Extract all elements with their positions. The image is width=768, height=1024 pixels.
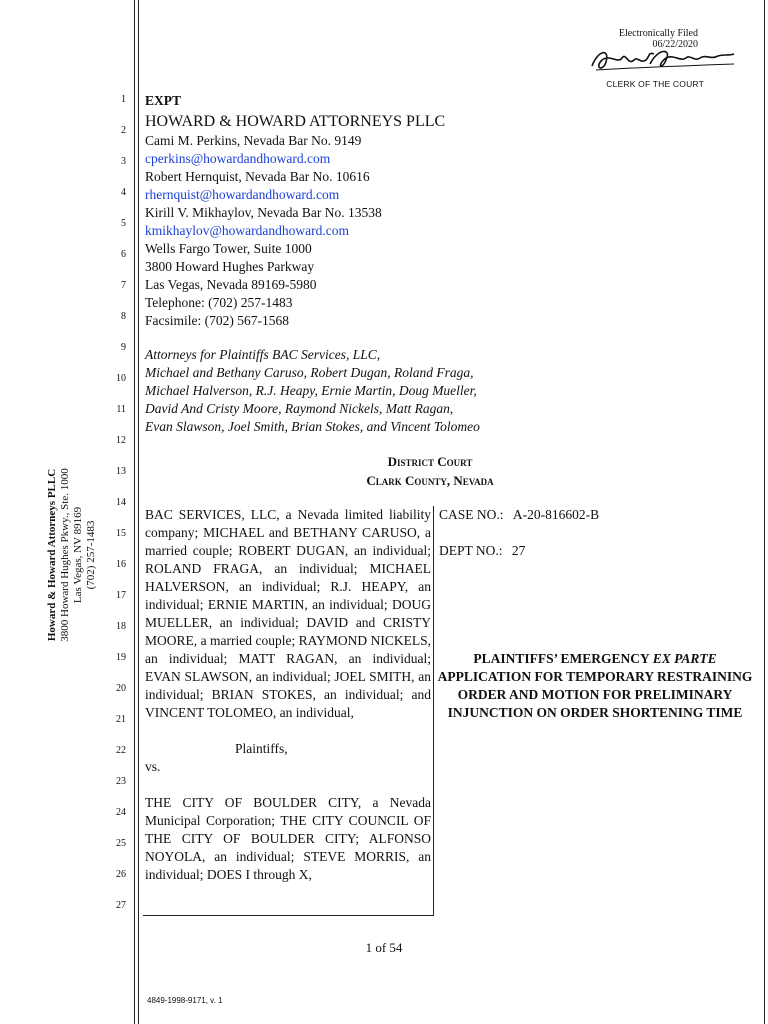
attorney-line: Robert Hernquist, Nevada Bar No. 10616 <box>145 169 370 184</box>
line-number: 2 <box>121 125 126 136</box>
motion-title-part-2: APPLICATION FOR TEMPORARY RESTRAINING ORDER AND MOTION FOR PRELIMINARY INJUNCTION ON ORDER SHORTENING TIME <box>437 669 753 720</box>
line-number: 3 <box>121 156 126 167</box>
clerk-signature-icon <box>588 44 738 78</box>
attorneys-for-line: Evan Slawson, Joel Smith, Brian Stokes, and Vincent Tolomeo <box>145 419 480 434</box>
line-number: 7 <box>121 280 126 291</box>
line-number: 16 <box>116 559 126 570</box>
telephone: Telephone: (702) 257-1483 <box>145 295 293 310</box>
line-number: 5 <box>121 218 126 229</box>
firm-name: HOWARD & HOWARD ATTORNEYS PLLC <box>145 113 446 130</box>
department-number <box>439 542 525 560</box>
right-margin-rule <box>764 0 765 1024</box>
sidebar-address-1: 3800 Howard Hughes Pkwy., Ste. 1000 <box>59 468 71 642</box>
left-margin-rule-inner <box>138 0 139 1024</box>
line-number: 18 <box>116 621 126 632</box>
sidebar-firm-name: Howard & Howard Attorneys PLLC <box>46 468 58 642</box>
motion-title-italic: EX PARTE <box>652 651 717 666</box>
motion-title-part-1: PLAINTIFFS’ EMERGENCY <box>473 651 650 666</box>
sidebar-address-2: Las Vegas, NV 89169 <box>72 506 84 604</box>
line-number: 20 <box>116 683 126 694</box>
case-caption-parties <box>145 506 431 884</box>
address-line: 3800 Howard Hughes Parkway <box>145 259 315 274</box>
line-number: 4 <box>121 187 126 198</box>
line-number: 12 <box>116 435 126 446</box>
address-line: Wells Fargo Tower, Suite 1000 <box>145 241 312 256</box>
dept-number-value: 27 <box>511 543 526 558</box>
line-number: 10 <box>116 373 126 384</box>
line-number: 26 <box>116 869 126 880</box>
address-line: Las Vegas, Nevada 89169-5980 <box>145 277 317 292</box>
left-margin-rule <box>134 0 135 1024</box>
line-number: 19 <box>116 652 126 663</box>
attorneys-for-line: Attorneys for Plaintiffs BAC Services, LLC, <box>145 347 381 362</box>
versus: vs. <box>145 759 161 774</box>
line-number: 6 <box>121 249 126 260</box>
line-number: 8 <box>121 311 126 322</box>
line-number: 23 <box>116 776 126 787</box>
plaintiffs-text: BAC SERVICES, LLC, a Nevada limited liability company; MICHAEL and BETHANY CARUSO, a married couple; ROBERT DUGAN, an individual; ROLAND FRAGA, an individual; MICHAEL HALVERSON, an individual; R.J. HEAPY, an individual; ERNIE MARTIN, an individual; DOUG MUELLER, an individual; DAVID and CRISTY MOORE, a married couple; RAYMOND NICKELS, an individual; MATT RAGAN, an individual; EVAN SLAWSON, an individual; JOEL SMITH, an individual; BRIAN STOKES, an individual; and VINCENT TOLOMEO, an individual, <box>145 507 431 720</box>
firm-sidebar <box>46 425 98 685</box>
line-number: 11 <box>116 404 126 415</box>
case-number-value: A-20-816602-B <box>512 507 600 522</box>
line-number: 9 <box>121 342 126 353</box>
attorneys-for-line: Michael and Bethany Caruso, Robert Dugan, Roland Fraga, <box>145 365 474 380</box>
line-number: 14 <box>116 497 126 508</box>
facsimile: Facsimile: (702) 567-1568 <box>145 313 289 328</box>
line-number: 13 <box>116 466 126 477</box>
line-number: 27 <box>116 900 126 911</box>
line-number: 17 <box>116 590 126 601</box>
line-number: 15 <box>116 528 126 539</box>
line-number: 25 <box>116 838 126 849</box>
plaintiffs-label: Plaintiffs, <box>235 741 288 756</box>
attorneys-for-line: David And Cristy Moore, Raymond Nickels, Matt Ragan, <box>145 401 454 416</box>
email-link[interactable]: cperkins@howardandhoward.com <box>145 151 331 166</box>
case-number <box>439 506 599 524</box>
dept-number-label: DEPT NO.: <box>439 543 503 558</box>
line-number: 22 <box>116 745 126 756</box>
document-type-code: EXPT <box>145 93 182 108</box>
clerk-label: CLERK OF THE COURT <box>606 79 704 89</box>
line-number: 24 <box>116 807 126 818</box>
caption-bottom-rule <box>143 915 434 916</box>
defendants-text: THE CITY OF BOULDER CITY, a Nevada Municipal Corporation; THE CITY COUNCIL OF THE CITY OF BOULDER CITY; ALFONSO NOYOLA, an individual; STEVE MORRIS, an individual; DOES I through X, <box>145 795 431 882</box>
attorneys-for-line: Michael Halverson, R.J. Heapy, Ernie Martin, Doug Mueller, <box>145 383 477 398</box>
email-link[interactable]: rhernquist@howardandhoward.com <box>145 187 340 202</box>
attorney-line: Kirill V. Mikhaylov, Nevada Bar No. 13538 <box>145 205 382 220</box>
line-number: 21 <box>116 714 126 725</box>
court-county: Clark County, Nevada <box>366 473 494 488</box>
document-id: 4849-1998-9171, v. 1 <box>147 996 223 1005</box>
line-number: 1 <box>121 94 126 105</box>
email-link[interactable]: kmikhaylov@howardandhoward.com <box>145 223 350 238</box>
caption-divider <box>433 506 434 916</box>
case-number-label: CASE NO.: <box>439 507 504 522</box>
court-name: District Court <box>387 454 473 469</box>
filed-label: Electronically Filed <box>618 28 698 39</box>
page-number: 1 of 54 <box>365 940 403 955</box>
sidebar-phone: (702) 257-1483 <box>85 520 97 590</box>
attorney-line: Cami M. Perkins, Nevada Bar No. 9149 <box>145 133 362 148</box>
electronic-filing-stamp <box>560 28 750 92</box>
filed-date: 06/22/2020 <box>652 39 698 50</box>
motion-title <box>436 650 754 722</box>
